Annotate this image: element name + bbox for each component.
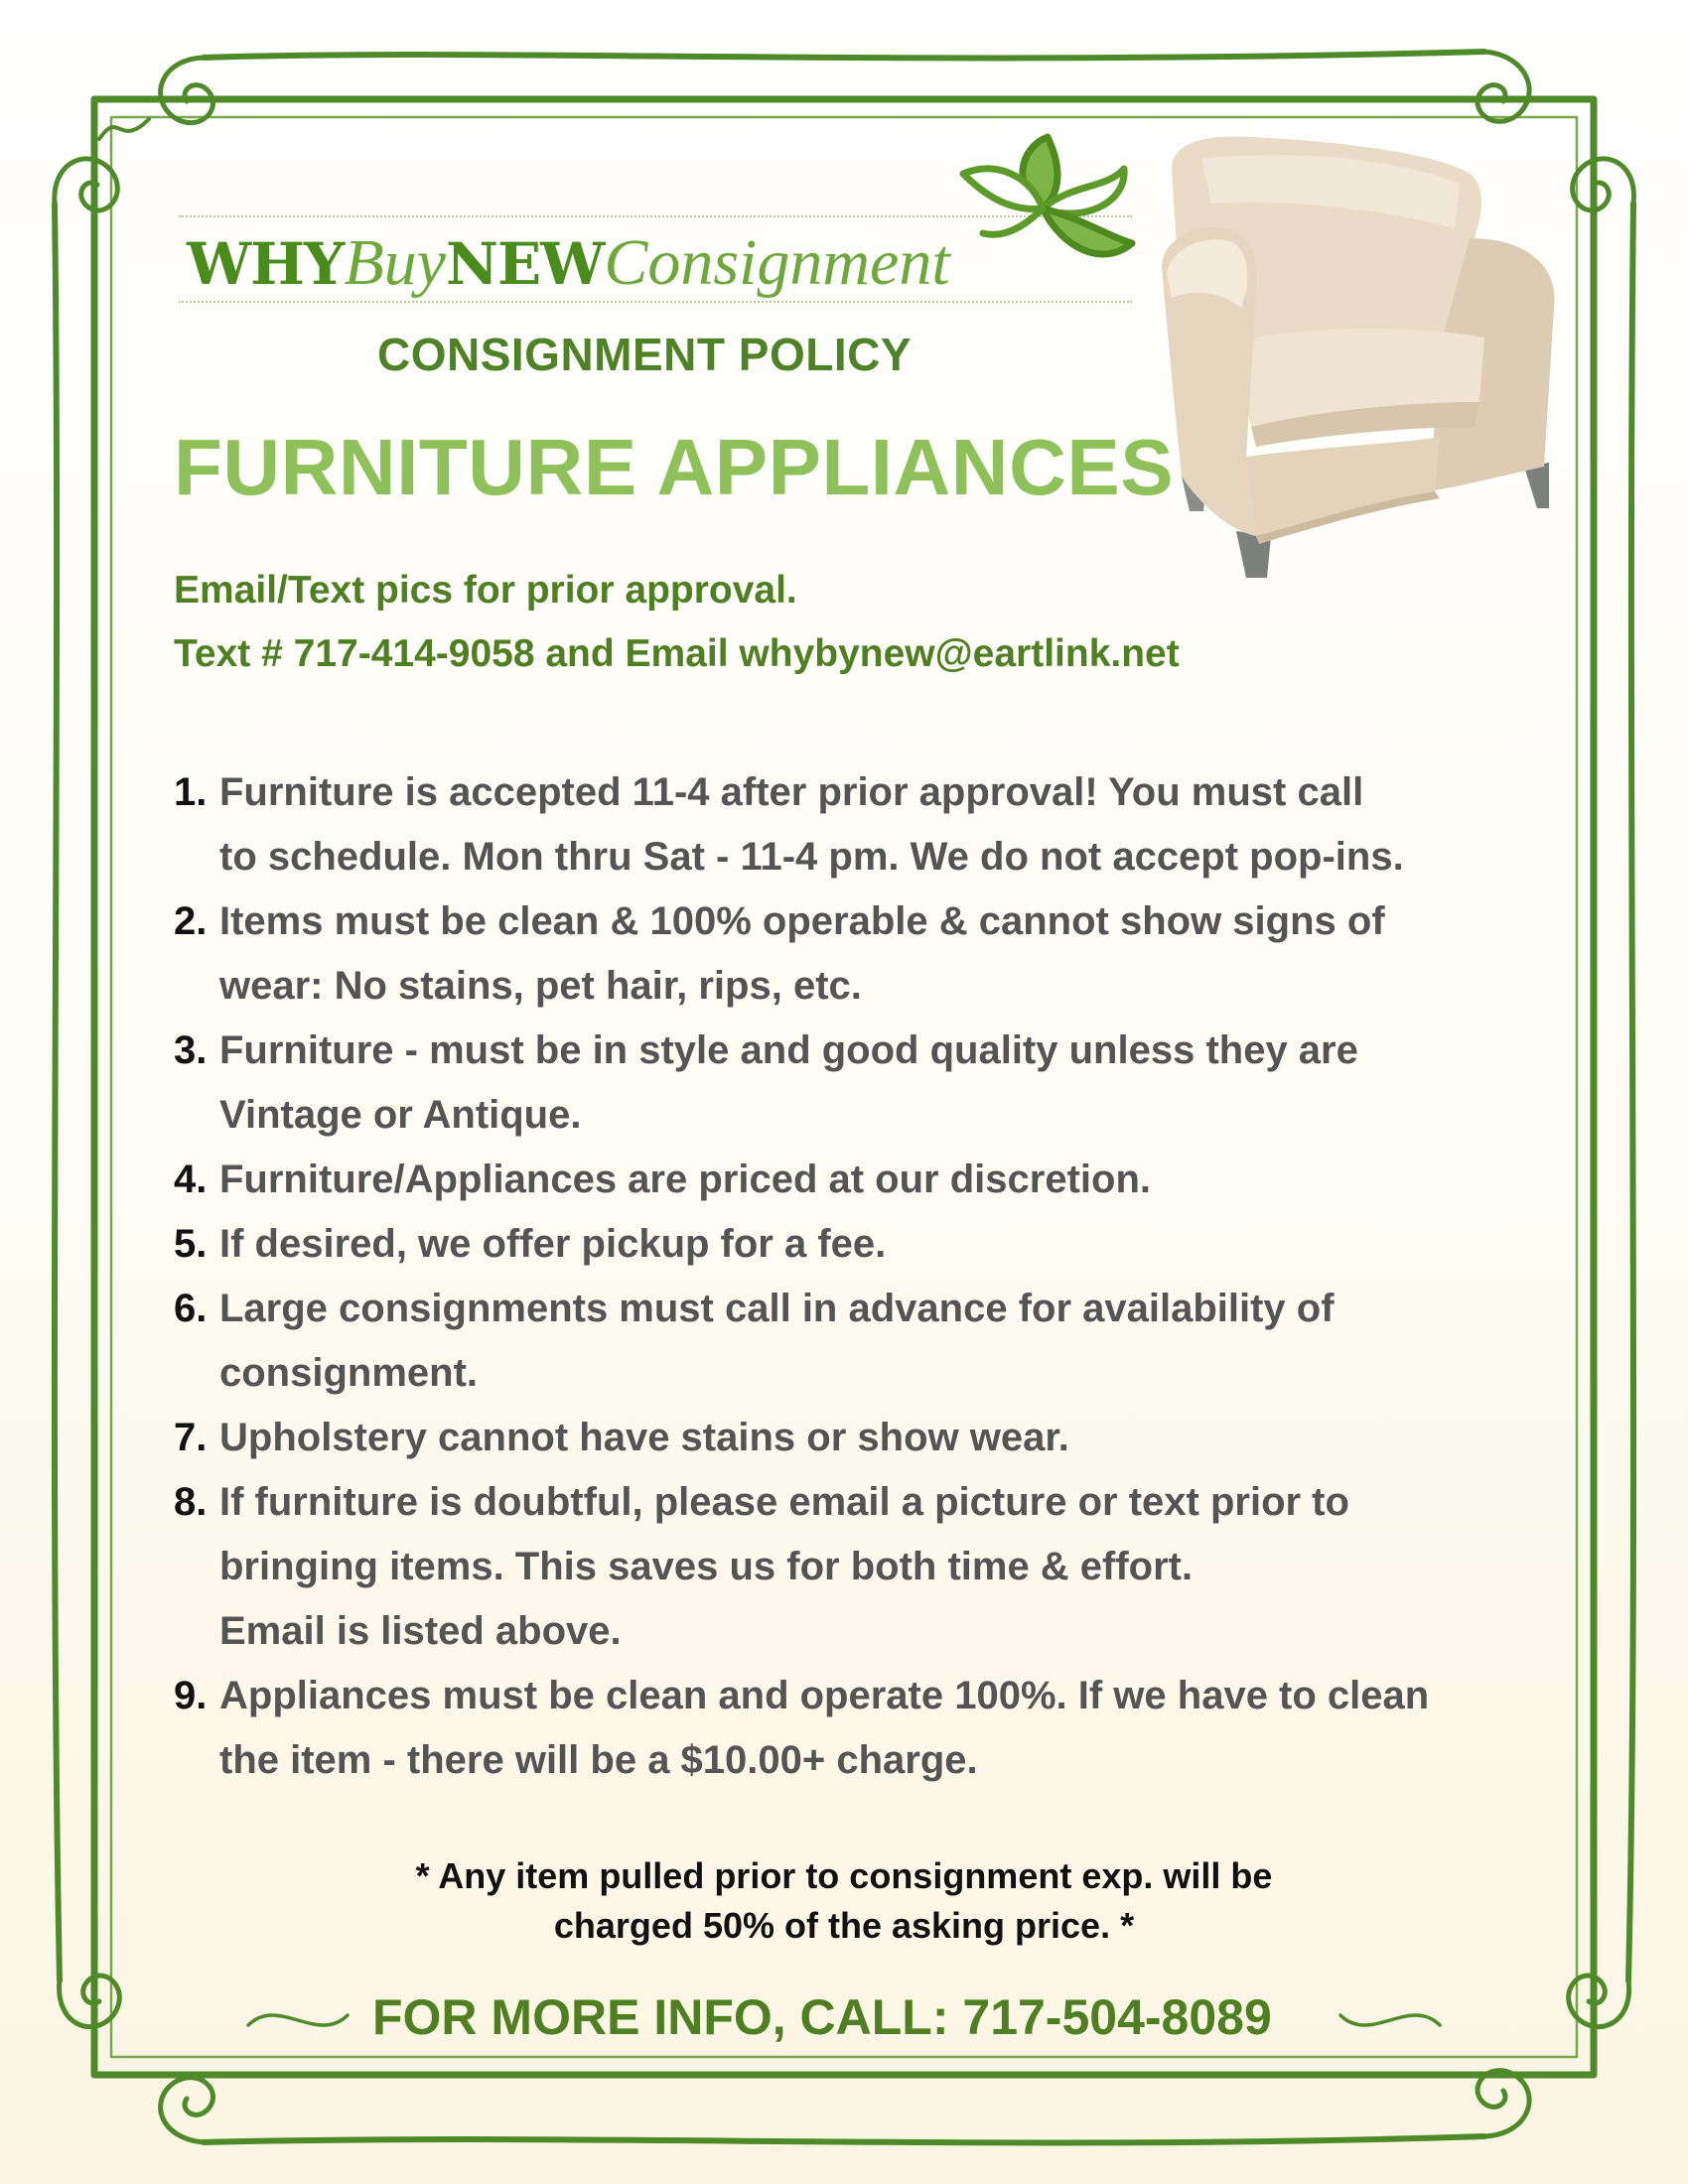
policy-rule	[174, 1664, 1524, 1793]
logo-word-consignment: Consignment	[604, 226, 950, 299]
rule-number: 3.	[174, 1028, 208, 1072]
policy-rule	[174, 889, 1524, 1019]
note-line-1: * Any item pulled prior to consignment exp. will be	[415, 1855, 1273, 1896]
rule-text: If furniture is doubtful, please email a picture or text prior to bringing items. This saves us for both time & effort. Email is listed above.	[219, 1480, 1349, 1653]
pulled-item-note	[298, 1851, 1390, 1951]
rule-text: Appliances must be clean and operate 100%. If we have to clean the item - there will be a $10.00+ charge.	[219, 1674, 1430, 1782]
rule-number: 8.	[174, 1480, 208, 1524]
policy-rule	[174, 1277, 1524, 1406]
policy-rule	[174, 1212, 1524, 1277]
note-line-2: charged 50% of the asking price. *	[553, 1905, 1135, 1946]
rule-text: Furniture is accepted 11-4 after prior approval! You must call to schedule. Mon thru Sat - 11-4 pm. We do not accept pop-ins.	[219, 770, 1404, 879]
policy-heading: CONSIGNMENT POLICY	[377, 329, 913, 380]
rule-number: 1.	[174, 770, 208, 814]
footer-contact: FOR MORE INFO, CALL: 717-504-8089	[372, 1989, 1272, 2045]
rule-text: Furniture/Appliances are priced at our discretion.	[219, 1158, 1151, 1201]
contact-details-line: Text # 717-414-9058 and Email whybynew@eartlink.net	[174, 632, 1180, 675]
logo-wordmark	[187, 225, 950, 301]
rule-text: Items must be clean & 100% operable & cannot show signs of wear: No stains, pet hair, rips, etc.	[219, 899, 1385, 1008]
policy-rules-list	[174, 760, 1524, 1793]
armchair-image	[1142, 129, 1589, 586]
leaves-icon	[943, 129, 1142, 288]
logo-rule-bottom	[179, 301, 1132, 303]
policy-rule	[174, 1406, 1524, 1470]
page-title: FURNITURE APPLIANCES	[174, 423, 1175, 511]
logo-word-why: WHY	[187, 230, 345, 298]
rule-text: Large consignments must call in advance for availability of consignment.	[219, 1287, 1335, 1395]
rule-number: 5.	[174, 1222, 208, 1266]
rule-number: 6.	[174, 1287, 208, 1330]
policy-rule	[174, 1019, 1524, 1148]
rule-text: Upholstery cannot have stains or show wear.	[219, 1416, 1069, 1459]
logo-word-new: NEW	[445, 230, 605, 298]
policy-rule	[174, 1470, 1524, 1664]
rule-number: 4.	[174, 1158, 208, 1201]
contact-approval-line: Email/Text pics for prior approval.	[174, 569, 797, 612]
rule-text: Furniture - must be in style and good quality unless they are Vintage or Antique.	[219, 1028, 1358, 1137]
policy-rule	[174, 760, 1524, 889]
rule-number: 2.	[174, 899, 208, 943]
logo-word-buy: Buy	[344, 226, 446, 299]
policy-rule	[174, 1148, 1524, 1212]
rule-number: 9.	[174, 1674, 208, 1717]
rule-text: If desired, we offer pickup for a fee.	[219, 1222, 887, 1266]
rule-number: 7.	[174, 1416, 208, 1459]
